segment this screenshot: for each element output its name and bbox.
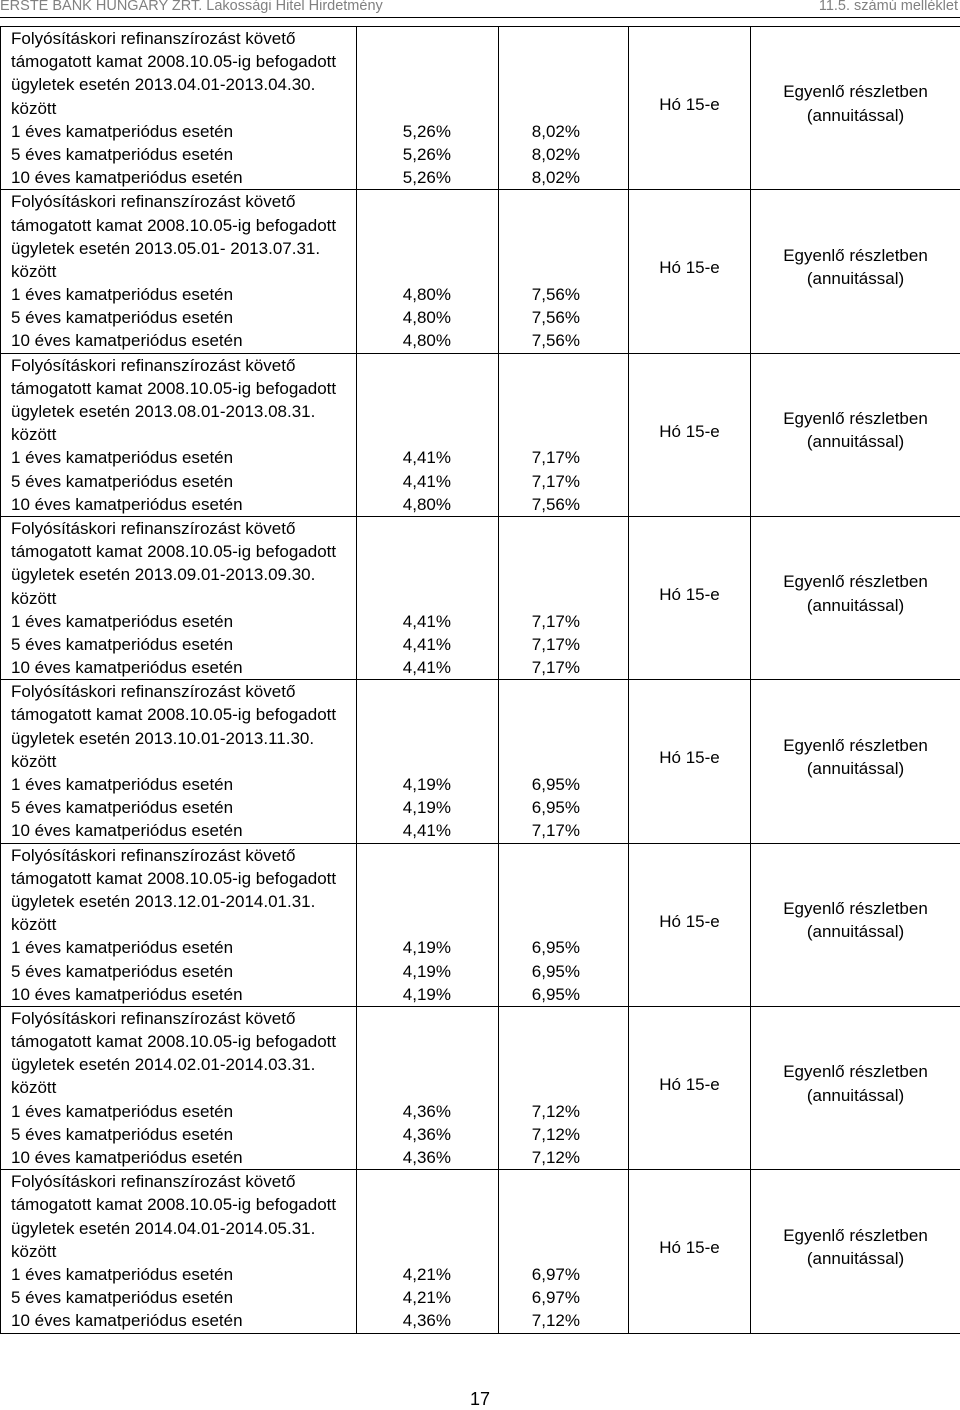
- description-line: 5 éves kamatperiódus esetén: [11, 144, 234, 164]
- rate-value: 4,36%: [402, 1148, 451, 1167]
- apr-cell: [499, 27, 629, 190]
- description-cell: [1, 190, 357, 353]
- payment-due-value: Hó 15-e: [659, 911, 720, 931]
- description-cell: [1, 1170, 357, 1333]
- spacer-line: [357, 844, 498, 867]
- description-line: Folyósításkori refinanszírozást követő: [11, 1008, 296, 1028]
- spacer-line: [499, 190, 628, 213]
- spacer-line: [499, 237, 628, 260]
- apr-value: 7,56%: [531, 285, 580, 305]
- spacer-line: [357, 1007, 498, 1030]
- apr-cell: [499, 353, 629, 516]
- description-line: támogatott kamat 2008.10.05-ig befogadott: [11, 215, 337, 235]
- repayment-method-cell: [751, 516, 960, 679]
- apr-value: 8,02%: [531, 144, 580, 164]
- apr-value: 7,12%: [531, 1101, 580, 1121]
- interest-rate-table-body: [1, 27, 960, 1334]
- rate-value: 4,80%: [402, 494, 451, 514]
- spacer-line: [357, 563, 498, 586]
- repayment-method-cell: [751, 27, 960, 190]
- spacer-line: [357, 587, 498, 610]
- description-line: támogatott kamat 2008.10.05-ig befogadott: [11, 1195, 337, 1215]
- rate-value: 4,36%: [402, 1124, 451, 1144]
- spacer-line: [357, 890, 498, 913]
- spacer-line: [499, 423, 628, 446]
- description-line: támogatott kamat 2008.10.05-ig befogadott: [11, 542, 337, 562]
- description-line: 10 éves kamatperiódus esetén: [11, 658, 243, 678]
- description-cell: [1, 27, 357, 190]
- description-line: 1 éves kamatperiódus esetén: [11, 285, 234, 305]
- apr-value: 6,95%: [531, 961, 580, 981]
- spacer-line: [357, 680, 498, 703]
- description-line: támogatott kamat 2008.10.05-ig befogadott: [11, 705, 337, 725]
- table-row: [1, 1006, 960, 1169]
- description-line: 5 éves kamatperiódus esetén: [11, 961, 234, 981]
- apr-value: 8,02%: [531, 121, 580, 141]
- spacer-line: [357, 27, 498, 50]
- rate-value: 4,41%: [402, 611, 451, 631]
- repayment-method-cell: [751, 680, 960, 843]
- apr-value: 7,12%: [531, 1148, 580, 1167]
- description-line: 5 éves kamatperiódus esetén: [11, 308, 234, 328]
- spacer-line: [357, 190, 498, 213]
- table-row: [1, 27, 960, 190]
- rate-value: 4,19%: [402, 938, 451, 958]
- apr-cell: [499, 1006, 629, 1169]
- payment-due-cell: [629, 1006, 751, 1169]
- description-line: ügyletek esetén 2014.04.01-2014.05.31.: [11, 1218, 316, 1238]
- description-line: támogatott kamat 2008.10.05-ig befogadott: [11, 52, 337, 72]
- repayment-method-cell: [751, 190, 960, 353]
- spacer-line: [357, 540, 498, 563]
- table-row: [1, 1170, 960, 1333]
- description-line: ügyletek esetén 2013.04.01-2013.04.30.: [11, 75, 316, 95]
- description-cell: [1, 843, 357, 1006]
- rate-value: 4,41%: [402, 658, 451, 678]
- description-line: Folyósításkori refinanszírozást követő: [11, 1172, 296, 1192]
- spacer-line: [499, 913, 628, 936]
- rate-value: 4,41%: [402, 821, 451, 841]
- spacer-line: [357, 214, 498, 237]
- description-line: 10 éves kamatperiódus esetén: [11, 984, 243, 1004]
- description-line: 10 éves kamatperiódus esetén: [11, 1311, 243, 1331]
- description-line: között: [11, 261, 57, 281]
- description-cell: [1, 516, 357, 679]
- table-row: [1, 190, 960, 353]
- spacer-line: [499, 354, 628, 377]
- description-line: ügyletek esetén 2013.05.01- 2013.07.31.: [11, 238, 321, 258]
- description-line: 1 éves kamatperiódus esetén: [11, 611, 234, 631]
- spacer-line: [357, 1240, 498, 1263]
- repayment-method-line: Egyenlő részletben: [783, 82, 928, 102]
- repayment-method-text: [751, 80, 960, 126]
- description-line: 1 éves kamatperiódus esetén: [11, 938, 234, 958]
- rate-value: 4,19%: [402, 775, 451, 794]
- rate-value: 5,26%: [402, 121, 451, 141]
- description-cell: [1, 680, 357, 843]
- header-left-text: ERSTE BANK HUNGARY ZRT. Lakossági Hitel Hirdetmény: [0, 0, 383, 14]
- repayment-method-line: Egyenlő részletben: [783, 1225, 928, 1245]
- apr-cell: [499, 1170, 629, 1333]
- rate-cell: [357, 680, 499, 843]
- description-line: támogatott kamat 2008.10.05-ig befogadott: [11, 868, 337, 888]
- spacer-line: [357, 703, 498, 726]
- spacer-line: [357, 1217, 498, 1240]
- repayment-method-line: (annuitással): [806, 105, 905, 125]
- spacer-line: [357, 400, 498, 423]
- payment-due-value: Hó 15-e: [659, 258, 720, 278]
- description-line: között: [11, 1078, 57, 1098]
- repayment-method-text: [751, 570, 960, 616]
- page-header: [0, 0, 960, 18]
- repayment-method-line: Egyenlő részletben: [783, 1062, 928, 1082]
- description-line: Folyósításkori refinanszírozást követő: [11, 29, 296, 48]
- repayment-method-text: [751, 1224, 960, 1270]
- description-line: 1 éves kamatperiódus esetén: [11, 448, 234, 468]
- table-row: [1, 516, 960, 679]
- apr-value: 7,12%: [531, 1311, 580, 1331]
- repayment-method-line: (annuitással): [806, 595, 905, 615]
- spacer-line: [499, 97, 628, 120]
- rate-value: 4,19%: [402, 984, 451, 1004]
- spacer-line: [499, 377, 628, 400]
- rate-value: 4,41%: [402, 634, 451, 654]
- spacer-line: [499, 540, 628, 563]
- spacer-line: [357, 1170, 498, 1193]
- spacer-line: [357, 913, 498, 936]
- description-cell: [1, 353, 357, 516]
- payment-due-value: Hó 15-e: [659, 1238, 720, 1258]
- repayment-method-text: [751, 1060, 960, 1106]
- description-line: ügyletek esetén 2013.09.01-2013.09.30.: [11, 565, 316, 585]
- payment-due-cell: [629, 353, 751, 516]
- apr-value: 7,56%: [531, 331, 580, 351]
- apr-value: 8,02%: [531, 168, 580, 188]
- rate-cell: [357, 516, 499, 679]
- spacer-line: [499, 890, 628, 913]
- spacer-line: [499, 1076, 628, 1099]
- description-line: 1 éves kamatperiódus esetén: [11, 1101, 234, 1121]
- spacer-line: [499, 1193, 628, 1216]
- description-line: 5 éves kamatperiódus esetén: [11, 1124, 234, 1144]
- description-line: ügyletek esetén 2013.12.01-2014.01.31.: [11, 891, 316, 911]
- spacer-line: [499, 867, 628, 890]
- description-line: támogatott kamat 2008.10.05-ig befogadott: [11, 1032, 337, 1052]
- rate-value: 4,21%: [402, 1264, 451, 1284]
- rate-value: 4,36%: [402, 1101, 451, 1121]
- rate-cell: [357, 1006, 499, 1169]
- rate-cell: [357, 27, 499, 190]
- description-cell: [1, 1006, 357, 1169]
- payment-due-cell: [629, 1170, 751, 1333]
- repayment-method-line: (annuitással): [806, 1085, 905, 1105]
- description-line: Folyósításkori refinanszírozást követő: [11, 192, 296, 212]
- spacer-line: [357, 97, 498, 120]
- repayment-method-line: Egyenlő részletben: [783, 245, 928, 265]
- spacer-line: [357, 867, 498, 890]
- apr-value: 6,97%: [531, 1288, 580, 1308]
- rate-value: 4,80%: [402, 308, 451, 328]
- spacer-line: [499, 73, 628, 96]
- description-line: 10 éves kamatperiódus esetén: [11, 494, 243, 514]
- spacer-line: [357, 73, 498, 96]
- header-right-text: 11.5. számú melléklet: [818, 0, 958, 14]
- spacer-line: [357, 423, 498, 446]
- apr-value: 7,17%: [531, 821, 580, 841]
- rate-value: 5,26%: [402, 144, 451, 164]
- description-line: Folyósításkori refinanszírozást követő: [11, 845, 296, 865]
- rate-value: 4,36%: [402, 1311, 451, 1331]
- rate-value: 4,19%: [402, 798, 451, 818]
- description-line: között: [11, 1241, 57, 1261]
- repayment-method-line: Egyenlő részletben: [783, 899, 928, 919]
- interest-rate-table: [0, 26, 960, 1334]
- description-line: között: [11, 915, 57, 935]
- repayment-method-text: [751, 407, 960, 453]
- table-row: [1, 843, 960, 1006]
- payment-due-value: Hó 15-e: [659, 1074, 720, 1094]
- description-line: 5 éves kamatperiódus esetén: [11, 798, 234, 818]
- payment-due-cell: [629, 680, 751, 843]
- repayment-method-line: Egyenlő részletben: [783, 735, 928, 755]
- payment-due-value: Hó 15-e: [659, 421, 720, 441]
- page-number: 17: [469, 1389, 491, 1409]
- spacer-line: [357, 517, 498, 540]
- apr-value: 6,95%: [531, 938, 580, 958]
- rate-cell: [357, 1170, 499, 1333]
- spacer-line: [357, 750, 498, 773]
- apr-value: 6,95%: [531, 775, 580, 794]
- description-line: 10 éves kamatperiódus esetén: [11, 1148, 243, 1167]
- rate-cell: [357, 190, 499, 353]
- spacer-line: [499, 1240, 628, 1263]
- spacer-line: [499, 400, 628, 423]
- payment-due-value: Hó 15-e: [659, 748, 720, 768]
- repayment-method-text: [751, 244, 960, 290]
- spacer-line: [499, 680, 628, 703]
- description-line: támogatott kamat 2008.10.05-ig befogadott: [11, 378, 337, 398]
- repayment-method-cell: [751, 1006, 960, 1169]
- payment-due-value: Hó 15-e: [659, 584, 720, 604]
- spacer-line: [499, 563, 628, 586]
- description-line: között: [11, 425, 57, 445]
- description-line: ügyletek esetén 2013.10.01-2013.11.30.: [11, 728, 315, 748]
- apr-value: 7,56%: [531, 494, 580, 514]
- repayment-method-line: (annuitással): [806, 758, 905, 778]
- apr-value: 7,17%: [531, 658, 580, 678]
- rate-cell: [357, 843, 499, 1006]
- repayment-method-cell: [751, 353, 960, 516]
- apr-value: 6,95%: [531, 984, 580, 1004]
- table-row: [1, 680, 960, 843]
- description-line: ügyletek esetén 2013.08.01-2013.08.31.: [11, 402, 316, 421]
- description-line: 10 éves kamatperiódus esetén: [11, 821, 243, 841]
- spacer-line: [357, 354, 498, 377]
- apr-value: 7,12%: [531, 1124, 580, 1144]
- repayment-method-line: (annuitással): [806, 1248, 905, 1268]
- apr-cell: [499, 516, 629, 679]
- rate-value: 4,80%: [402, 285, 451, 305]
- rate-value: 4,41%: [402, 448, 451, 468]
- apr-cell: [499, 680, 629, 843]
- apr-value: 6,95%: [531, 798, 580, 818]
- description-line: 10 éves kamatperiódus esetén: [11, 331, 243, 351]
- spacer-line: [499, 50, 628, 73]
- spacer-line: [499, 844, 628, 867]
- table-row: [1, 353, 960, 516]
- spacer-line: [499, 1053, 628, 1076]
- spacer-line: [499, 1007, 628, 1030]
- rate-value: 4,19%: [402, 961, 451, 981]
- rate-cell: [357, 353, 499, 516]
- spacer-line: [499, 1030, 628, 1053]
- description-line: ügyletek esetén 2014.02.01-2014.03.31.: [11, 1055, 316, 1075]
- spacer-line: [357, 1030, 498, 1053]
- spacer-line: [499, 727, 628, 750]
- apr-value: 7,17%: [531, 611, 580, 631]
- apr-value: 7,17%: [531, 634, 580, 654]
- spacer-line: [357, 260, 498, 283]
- apr-value: 7,56%: [531, 308, 580, 328]
- spacer-line: [499, 703, 628, 726]
- spacer-line: [499, 587, 628, 610]
- payment-due-cell: [629, 190, 751, 353]
- repayment-method-line: Egyenlő részletben: [783, 409, 928, 429]
- rate-value: 4,80%: [402, 331, 451, 351]
- spacer-line: [357, 1076, 498, 1099]
- payment-due-cell: [629, 843, 751, 1006]
- spacer-line: [499, 517, 628, 540]
- description-line: 5 éves kamatperiódus esetén: [11, 471, 234, 491]
- repayment-method-text: [751, 734, 960, 780]
- description-line: 1 éves kamatperiódus esetén: [11, 1264, 234, 1284]
- description-line: 1 éves kamatperiódus esetén: [11, 775, 234, 794]
- spacer-line: [499, 750, 628, 773]
- apr-value: 7,17%: [531, 448, 580, 468]
- repayment-method-text: [751, 897, 960, 943]
- description-line: között: [11, 98, 57, 118]
- payment-due-cell: [629, 27, 751, 190]
- payment-due-cell: [629, 516, 751, 679]
- spacer-line: [499, 1170, 628, 1193]
- description-line: között: [11, 588, 57, 608]
- spacer-line: [499, 214, 628, 237]
- description-line: 5 éves kamatperiódus esetén: [11, 634, 234, 654]
- rate-value: 5,26%: [402, 168, 451, 188]
- apr-value: 6,97%: [531, 1264, 580, 1284]
- rate-value: 4,21%: [402, 1288, 451, 1308]
- spacer-line: [499, 27, 628, 50]
- description-line: Folyósításkori refinanszírozást követő: [11, 355, 296, 375]
- spacer-line: [357, 1193, 498, 1216]
- repayment-method-line: Egyenlő részletben: [783, 572, 928, 592]
- description-line: 1 éves kamatperiódus esetén: [11, 121, 234, 141]
- spacer-line: [357, 237, 498, 260]
- payment-due-value: Hó 15-e: [659, 95, 720, 115]
- apr-cell: [499, 190, 629, 353]
- repayment-method-line: (annuitással): [806, 432, 905, 452]
- repayment-method-cell: [751, 1170, 960, 1333]
- repayment-method-line: (annuitással): [806, 922, 905, 942]
- spacer-line: [357, 727, 498, 750]
- description-line: között: [11, 751, 57, 771]
- apr-value: 7,17%: [531, 471, 580, 491]
- description-line: Folyósításkori refinanszírozást követő: [11, 682, 296, 702]
- spacer-line: [357, 1053, 498, 1076]
- description-line: 10 éves kamatperiódus esetén: [11, 168, 243, 188]
- description-line: Folyósításkori refinanszírozást követő: [11, 518, 296, 538]
- repayment-method-cell: [751, 843, 960, 1006]
- repayment-method-line: (annuitással): [806, 268, 905, 288]
- spacer-line: [499, 260, 628, 283]
- spacer-line: [499, 1217, 628, 1240]
- apr-cell: [499, 843, 629, 1006]
- spacer-line: [357, 50, 498, 73]
- spacer-line: [357, 377, 498, 400]
- description-line: 5 éves kamatperiódus esetén: [11, 1288, 234, 1308]
- rate-value: 4,41%: [402, 471, 451, 491]
